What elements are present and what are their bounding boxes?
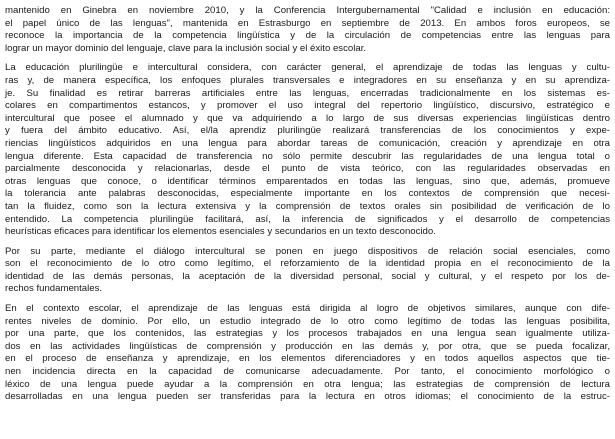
- text-line: por una parte, que los contenidos, las estrategias y los procesos trabajados en una lengua sean igualmente utiliza-: [5, 328, 610, 340]
- text-line: intercultural que posee el alumnado y que va adquiriendo a lo largo de sus diversas experiencias lingüísticas dentro: [5, 112, 610, 124]
- text-line: rechos fundamentales.: [5, 283, 103, 295]
- text-line: otras lenguas que conoce, o identificar términos emparentados en todas las lenguas, sino que, además, promueve: [5, 175, 610, 187]
- text-line: reconoce la importancia de la competencia lingüística y de la circulación de competencias entre las lenguas para: [5, 30, 610, 42]
- text-line: son el reconocimiento de lo otro como legítimo, el reforzamiento de la identidad propia en el reconocimiento de la: [5, 258, 610, 270]
- text-line: lengua diferente. Esta capacidad de transferencia no sólo permite descubrir las regularidades de una lengua total o: [5, 150, 610, 162]
- text-line: dos en las actividades lingüísticas de comprensión y producción en las demás y, por otra, que se pueda focalizar,: [5, 340, 610, 352]
- text-line: heurísticas eficaces para identificar los elementos esenciales y secundarios en un texto desconocido.: [5, 226, 436, 238]
- text-line: ras y, de manera específica, los enfoques plurales transversales e integradores en su enseñanza y en su aprendiza-: [5, 74, 610, 86]
- text-line: mantenido en Ginebra en noviembre 2010, y la Conferencia Intergubernamental "Calidad e inclusión en educación:: [5, 5, 610, 16]
- text-line: léxico de una lengua puede ayudar a la comprensión en otra lengua; las estrategias de comprensión de lectura: [5, 378, 610, 390]
- text-line: rentes niveles de dominio. Por ello, un estudio integrado de lo otro como legítimo de todas las lenguas posibilita,: [5, 315, 610, 327]
- text-line: el papel único de las lenguas", mantenida en Estrasburgo en septiembre de 2013. En ambos foros europeos, se: [5, 17, 610, 29]
- text-line: La educación plurilingüe e intercultural considera, con carácter general, el aprendizaje de todas las lenguas y cultu-: [5, 62, 610, 74]
- paragraph-1: [5, 5, 610, 55]
- text-line: entendido. La competencia plurilingüe facilitará, así, la inferencia de significados y el desarrollo de competencias: [5, 213, 610, 225]
- text-line: la tolerancia ante palabras desconocidas, especialmente importante en los contextos de comprensión que necesi-: [5, 188, 610, 200]
- text-line: Por su parte, mediante el diálogo intercultural se ponen en juego dispositivos de relación social esenciales, como: [5, 245, 610, 257]
- text-line: tan la fluidez, como son la lectura extensiva y la comprensión de textos orales sin posibilidad de verificación de lo: [5, 200, 610, 212]
- paragraph-4: [5, 303, 610, 404]
- text-line: identidad de las demás personas, la aceptación de la diversidad personal, social y cultural, y el respeto por los de-: [5, 270, 610, 282]
- text-line: y fuera del ámbito educativo. Así, el/la aprendiz plurilingüe realizará transferencias de los conocimientos y expe-: [5, 125, 610, 137]
- text-line: parcialmente desconocida y relacionarlas, desde el punto de vista teórico, con las regularidades observadas en: [5, 163, 610, 175]
- text-line: je. Su finalidad es retirar barreras artificiales entre las lenguas, encerradas tradicionalmente en los sistemas es-: [5, 87, 610, 99]
- paragraph-3: [5, 246, 610, 296]
- text-line: nen incidencia directa en la capacidad de comunicarse adecuadamente. Por tanto, el conocimiento morfológico o: [5, 366, 610, 378]
- text-line: En el contexto escolar, el aprendizaje de las lenguas está dirigida al logro de objetivos similares, aunque con dife-: [5, 303, 610, 315]
- text-line: en el proceso de enseñanza y aprendizaje, en los elementos diferenciadores y en todos aquellos aspectos que tie-: [5, 353, 610, 365]
- paragraph-2: [5, 62, 610, 238]
- text-line: lograr un mayor dominio del lenguaje, clave para la inclusión social y el éxito escolar.: [5, 42, 367, 54]
- text-line: riencias lingüísticos adquiridos en una lengua para abordar tareas de comunicación, creación y aprendizaje en otra: [5, 137, 610, 149]
- text-line: desarrolladas en una lengua pueden ser transferidas para la lectura en otros idiomas; el conocimiento de la estruc-: [5, 391, 610, 403]
- text-line: colares en compartimentos estancos, y promover el uso integral del repertorio lingüístico, discursivo, estratégico e: [5, 100, 610, 112]
